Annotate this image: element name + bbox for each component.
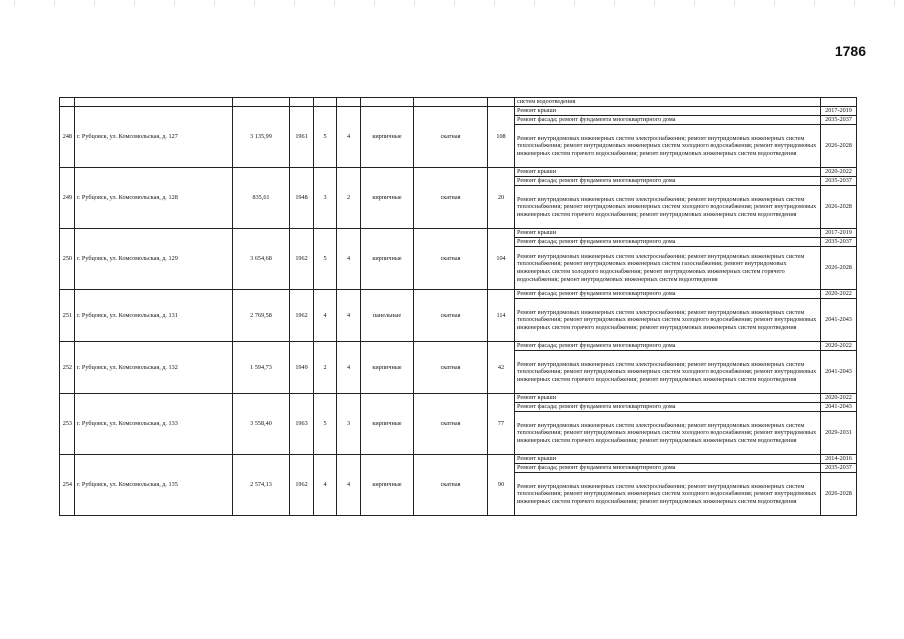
row-area: 3 135,99: [233, 107, 290, 168]
work-period: 2017-2019: [821, 107, 857, 116]
row-apartments: 104: [488, 229, 515, 290]
row-entrances: 4: [337, 290, 361, 342]
row-entrances: 4: [337, 229, 361, 290]
work-description: Ремонт крыши: [515, 168, 821, 177]
row-roof-type: скатная: [414, 455, 488, 516]
row-area: 2 769,58: [233, 290, 290, 342]
work-period: 2026-2028: [821, 125, 857, 168]
work-period: 2020-2022: [821, 394, 857, 403]
row-year: 1962: [290, 290, 314, 342]
row-floors: 5: [314, 394, 337, 455]
work-period: 2020-2022: [821, 168, 857, 177]
table-row: [60, 290, 857, 299]
row-wall-material: кирпичные: [361, 229, 414, 290]
row-apartments: 42: [488, 342, 515, 394]
work-period: 2041-2043: [821, 299, 857, 342]
row-number: 253: [60, 394, 75, 455]
row-entrances: 3: [337, 394, 361, 455]
row-number: 251: [60, 290, 75, 342]
work-period: 2026-2028: [821, 247, 857, 290]
table-row: [60, 455, 857, 464]
row-number: 250: [60, 229, 75, 290]
table-row: [60, 229, 857, 238]
row-number: 252: [60, 342, 75, 394]
row-address: г. Рубцовск, ул. Комсомольская, д. 128: [75, 168, 233, 229]
work-description: Ремонт внутридомовых инженерных систем электроснабжения; ремонт внутридомовых инженерных систем теплоснабжения; ремонт внутридомовых инженерных систем холодного водоснабжения; ремонт внутридомовых инженерных систем горячего водоснабжения; ремонт внутридомовых инженерных систем водоотведения: [515, 412, 821, 455]
row-entrances: 4: [337, 455, 361, 516]
work-period: 2035-2037: [821, 116, 857, 125]
work-description: Ремонт внутридомовых инженерных систем электроснабжения; ремонт внутридомовых инженерных систем теплоснабжения; ремонт внутридомовых инженерных систем холодного водоснабжения; ремонт внутридомовых инженерных систем горячего водоснабжения; ремонт внутридомовых инженерных систем водоотведения: [515, 125, 821, 168]
row-roof-type: скатная: [414, 342, 488, 394]
row-floors: 3: [314, 168, 337, 229]
work-period: 2029-2031: [821, 412, 857, 455]
row-number: 248: [60, 107, 75, 168]
work-period: 2020-2022: [821, 290, 857, 299]
page-number: 1786: [834, 43, 866, 59]
row-area: 1 594,73: [233, 342, 290, 394]
table-row: [60, 342, 857, 351]
row-entrances: 4: [337, 342, 361, 394]
row-year: 1961: [290, 107, 314, 168]
work-period: 2041-2043: [821, 351, 857, 394]
work-period: 2035-2037: [821, 238, 857, 247]
work-description: Ремонт фасада; ремонт фундамента многоквартирного дома: [515, 290, 821, 299]
row-floors: 5: [314, 107, 337, 168]
table-row: [60, 107, 857, 116]
row-roof-type: скатная: [414, 290, 488, 342]
row-area: 3 558,40: [233, 394, 290, 455]
row-entrances: 2: [337, 168, 361, 229]
table-row: [60, 394, 857, 403]
row-apartments: 77: [488, 394, 515, 455]
row-apartments: 90: [488, 455, 515, 516]
row-address: г. Рубцовск, ул. Комсомольская, д. 131: [75, 290, 233, 342]
work-period: 2035-2037: [821, 177, 857, 186]
work-description: Ремонт внутридомовых инженерных систем электроснабжения; ремонт внутридомовых инженерных систем теплоснабжения; ремонт внутридомовых инженерных систем холодного водоснабжения; ремонт внутридомовых инженерных систем горячего водоснабжения; ремонт внутридомовых инженерных систем водоотведения: [515, 473, 821, 516]
row-year: 1963: [290, 394, 314, 455]
scan-edge-noise: [0, 0, 904, 6]
work-period: 2017-2019: [821, 229, 857, 238]
row-roof-type: скатная: [414, 168, 488, 229]
row-wall-material: кирпичные: [361, 455, 414, 516]
work-description: Ремонт крыши: [515, 107, 821, 116]
row-address: г. Рубцовск, ул. Комсомольская, д. 127: [75, 107, 233, 168]
row-roof-type: скатная: [414, 394, 488, 455]
work-period: 2014-2016: [821, 455, 857, 464]
row-address: г. Рубцовск, ул. Комсомольская, д. 132: [75, 342, 233, 394]
row-floors: 4: [314, 455, 337, 516]
work-period: 2026-2028: [821, 186, 857, 229]
row-wall-material: кирпичные: [361, 394, 414, 455]
table-row: [60, 168, 857, 177]
row-floors: 4: [314, 290, 337, 342]
row-year: 1949: [290, 342, 314, 394]
row-year: 1962: [290, 229, 314, 290]
row-wall-material: панельные: [361, 290, 414, 342]
work-description: Ремонт фасада; ремонт фундамента многоквартирного дома: [515, 177, 821, 186]
row-number: 254: [60, 455, 75, 516]
row-floors: 2: [314, 342, 337, 394]
row-area: 3 654,68: [233, 229, 290, 290]
row-floors: 5: [314, 229, 337, 290]
row-apartments: 108: [488, 107, 515, 168]
continuation-row: [60, 98, 857, 107]
work-period: 2035-2037: [821, 464, 857, 473]
row-area: 2 574,13: [233, 455, 290, 516]
work-description: Ремонт крыши: [515, 394, 821, 403]
work-period: 2041-2043: [821, 403, 857, 412]
row-wall-material: кирпичные: [361, 342, 414, 394]
work-description: Ремонт фасада; ремонт фундамента многоквартирного дома: [515, 342, 821, 351]
row-number: 249: [60, 168, 75, 229]
row-wall-material: кирпичные: [361, 107, 414, 168]
row-roof-type: скатная: [414, 229, 488, 290]
work-description: Ремонт внутридомовых инженерных систем электроснабжения; ремонт внутридомовых инженерных систем теплоснабжения; ремонт внутридомовых инженерных систем холодного водоснабжения; ремонт внутридомовых инженерных систем горячего водоснабжения; ремонт внутридомовых инженерных систем водоотведения: [515, 186, 821, 229]
work-description: Ремонт крыши: [515, 455, 821, 464]
continuation-text: систем водоотведения: [515, 98, 821, 107]
row-year: 1948: [290, 168, 314, 229]
work-description: Ремонт внутридомовых инженерных систем электроснабжения; ремонт внутридомовых инженерных систем теплоснабжения; ремонт внутридомовых инженерных систем газоснабжения; ремонт внутридомовых инженерных систем холодного водоснабжения; ремонт внутридомовых инженерных систем горячего водоснабжения; ремонт внутридомовых инженерных систем водоотведения: [515, 247, 821, 290]
work-description: Ремонт крыши: [515, 229, 821, 238]
work-description: Ремонт фасада; ремонт фундамента многоквартирного дома: [515, 403, 821, 412]
row-apartments: 114: [488, 290, 515, 342]
work-description: Ремонт фасада; ремонт фундамента многоквартирного дома: [515, 464, 821, 473]
row-address: г. Рубцовск, ул. Комсомольская, д. 133: [75, 394, 233, 455]
work-period: 2026-2028: [821, 473, 857, 516]
row-apartments: 20: [488, 168, 515, 229]
row-wall-material: кирпичные: [361, 168, 414, 229]
work-period: 2020-2022: [821, 342, 857, 351]
row-address: г. Рубцовск, ул. Комсомольская, д. 129: [75, 229, 233, 290]
work-description: Ремонт фасада; ремонт фундамента многоквартирного дома: [515, 116, 821, 125]
work-description: Ремонт внутридомовых инженерных систем электроснабжения; ремонт внутридомовых инженерных систем теплоснабжения; ремонт внутридомовых инженерных систем холодного водоснабжения; ремонт внутридомовых инженерных систем горячего водоснабжения; ремонт внутридомовых инженерных систем водоотведения: [515, 299, 821, 342]
work-description: Ремонт фасада; ремонт фундамента многоквартирного дома: [515, 238, 821, 247]
work-description: Ремонт внутридомовых инженерных систем электроснабжения; ремонт внутридомовых инженерных систем теплоснабжения; ремонт внутридомовых инженерных систем холодного водоснабжения; ремонт внутридомовых инженерных систем горячего водоснабжения; ремонт внутридомовых инженерных систем водоотведения: [515, 351, 821, 394]
row-year: 1962: [290, 455, 314, 516]
row-roof-type: скатная: [414, 107, 488, 168]
housing-repair-table: [59, 97, 857, 516]
row-area: 835,61: [233, 168, 290, 229]
row-entrances: 4: [337, 107, 361, 168]
row-address: г. Рубцовск, ул. Комсомольская, д. 135: [75, 455, 233, 516]
